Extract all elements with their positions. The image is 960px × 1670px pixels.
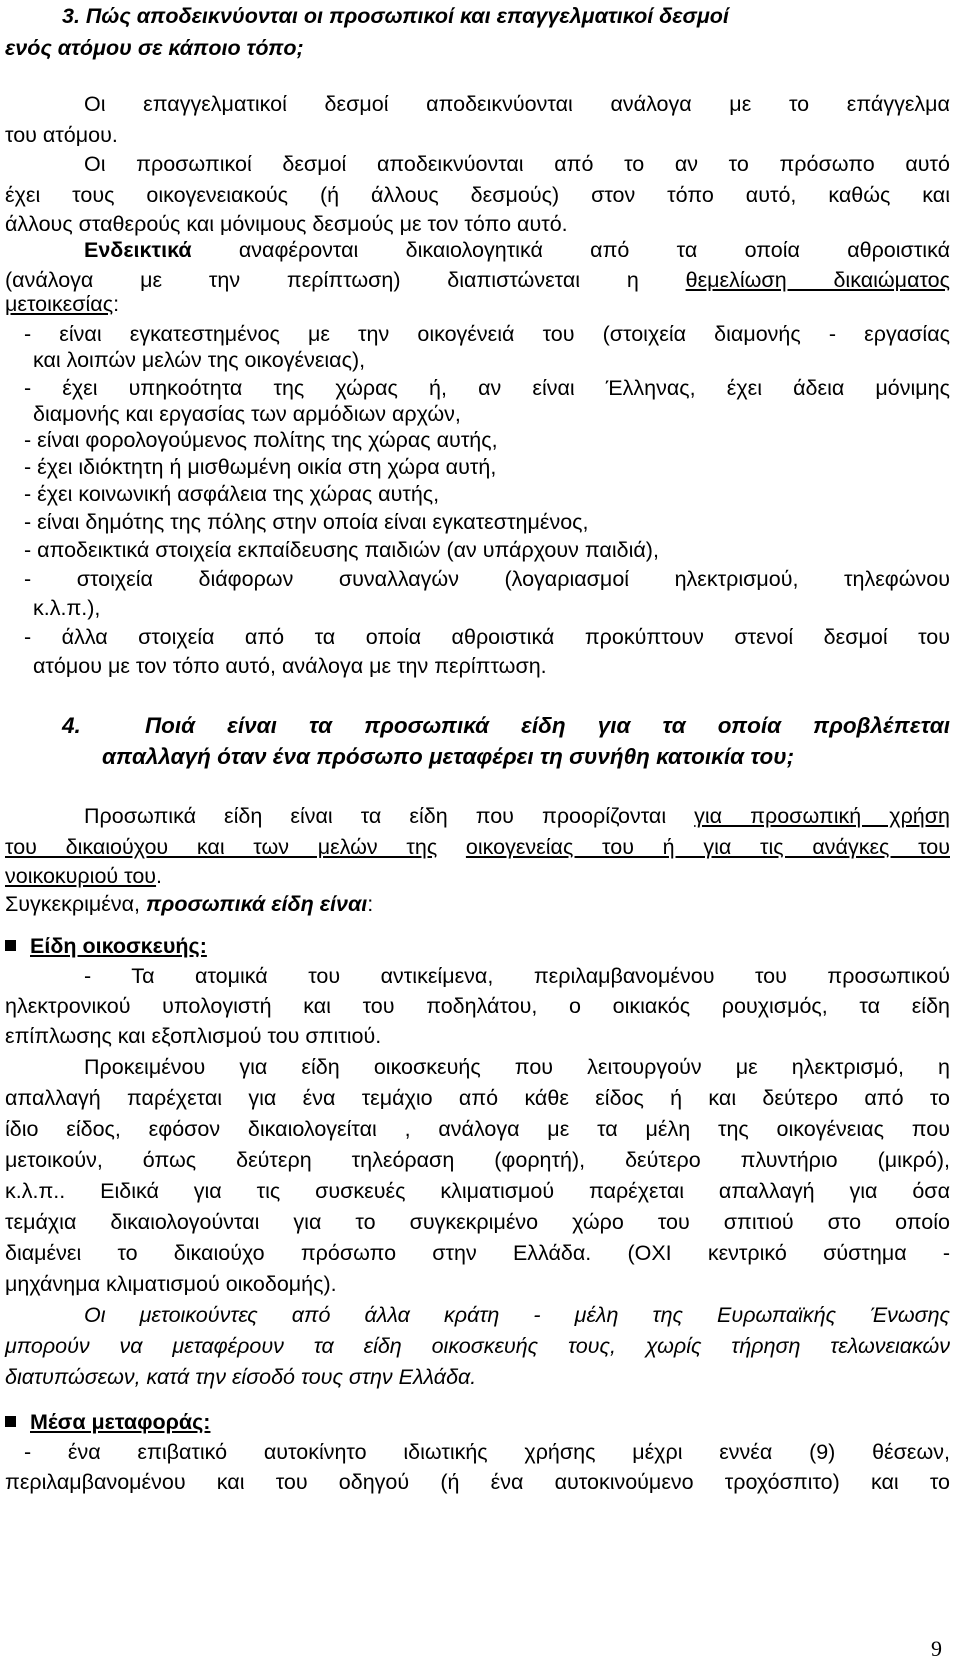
list-item: - είναι εγκατεστημένος με την οικογένειά του (στοιχεία διαμονής - εργασίας (24, 322, 950, 346)
s1-p3-line: διατυπώσεων, κατά την είσοδό τους στην Ελλάδα. (5, 1365, 477, 1389)
q3-number: 3. (62, 4, 80, 28)
list-item: - είναι φορολογούμενος πολίτης της χώρας αυτής, (24, 428, 498, 452)
q3-heading-line-2: ενός ατόμου σε κάποιο τόπο; (5, 36, 304, 60)
q4-number: 4. (62, 713, 81, 738)
q4-p1-space (437, 835, 466, 859)
q4-p1-underlined-4: νοικοκυριού του (5, 864, 157, 888)
q3-p3-underlined-2: μετοικεσίας (5, 292, 114, 316)
q3-heading-line-1 (62, 0, 950, 32)
s2-heading (5, 1406, 950, 1438)
s1-p1-line-1: - Τα ατομικά του αντικείμενα, περιλαμβανομένου του προσωπικού (84, 964, 950, 988)
q4-p2-bold-italic: προσωπικά είδη είναι (146, 892, 368, 916)
q4-p1-line-1 (84, 800, 950, 832)
q3-p3-colon: : (113, 292, 120, 316)
s1-p2-line: διαμένει το δικαιούχο πρόσωπο στην Ελλάδα. (ΟΧΙ κεντρικό σύστημα - (5, 1241, 950, 1265)
list-item-cont: διαμονής και εργασίας των αρμόδιων αρχών, (33, 402, 461, 426)
s1-p2-line: Προκειμένου για είδη οικοσκευής που λειτουργούν με ηλεκτρισμό, η (84, 1055, 950, 1079)
list-item-cont: ατόμου με τον τόπο αυτό, ανάλογα με την περίπτωση. (33, 654, 547, 678)
q3-p3-text: (ανάλογα με την περίπτωση) διαπιστώνεται η (5, 268, 686, 292)
s2-heading-text: Μέσα μεταφοράς: (30, 1410, 211, 1434)
q4-heading-line-1 (62, 710, 950, 742)
s1-p2-line: μηχάνημα κλιματισμού οικοδομής). (5, 1272, 337, 1296)
s1-p3-line: Οι μετοικούντες από άλλα κράτη - μέλη της Ευρωπαϊκής Ένωσης (84, 1303, 950, 1327)
q4-p1-underlined-3: οικογενείας του ή για τις ανάγκες του (465, 835, 950, 859)
q3-p2-line-3: άλλους σταθερούς και μόνιμους δεσμούς με τον τόπο αυτό. (5, 212, 568, 236)
q3-p1-line-1: Οι επαγγελματικοί δεσμοί αποδεικνύονται ανάλογα με το επάγγελμα (84, 92, 950, 116)
s1-p2-line: τεμάχια δικαιολογούνται για το συγκεκριμένο χώρο του σπιτιού στο οποίο (5, 1210, 950, 1234)
list-item: - έχει κοινωνική ασφάλεια της χώρας αυτής, (24, 482, 440, 506)
q3-p1-line-2: του ατόμου. (5, 123, 118, 147)
q4-p2-text: Συγκεκριμένα, (5, 892, 146, 916)
q4-p2-colon: : (367, 892, 374, 916)
list-item: - έχει ιδιόκτητη ή μισθωμένη οικία στη χώρα αυτή, (24, 455, 497, 479)
page-number: 9 (931, 1636, 942, 1661)
q3-p3-line-1 (84, 234, 950, 266)
s1-p3-line: μπορούν να μεταφέρουν τα είδη οικοσκευής τους, χωρίς τήρηση τελωνειακών (5, 1334, 950, 1358)
list-item: - αποδεικτικά στοιχεία εκπαίδευσης παιδιών (αν υπάρχουν παιδιά), (24, 538, 659, 562)
s1-p2-line: μετοικούν, όπως δεύτερη τηλεόραση (φορητή), δεύτερο πλυντήριο (μικρό), (5, 1148, 950, 1172)
q4-p2 (5, 888, 950, 920)
q3-p2-line-2: έχει τους οικογενειακούς (ή άλλους δεσμούς) στον τόπο αυτό, καθώς και (5, 183, 950, 207)
s1-p2-line: κ.λ.π.. Ειδικά για τις συσκευές κλιματισμού παρέχεται απαλλαγή για όσα (5, 1179, 950, 1203)
list-item: - στοιχεία διάφορων συναλλαγών (λογαριασμοί ηλεκτρισμού, τηλεφώνου (24, 567, 950, 591)
s1-p1-line-2: ηλεκτρονικού υπολογιστή και του ποδηλάτου, ο οικιακός ρουχισμός, τα είδη (5, 994, 950, 1018)
square-bullet-icon (5, 1416, 16, 1427)
q4-p1-underlined: για προσωπική χρήση (694, 804, 950, 828)
list-item-cont: και λοιπών μελών της οικογένειας), (33, 348, 366, 372)
q4-p1-underlined-2: του δικαιούχου και των μελών της (5, 835, 438, 859)
s2-line-1: - ένα επιβατικό αυτοκίνητο ιδιωτικής χρήσης μέχρι εννέα (9) θέσεων, (24, 1440, 950, 1464)
list-item: - είναι δημότης της πόλης στην οποία είναι εγκατεστημένος, (24, 510, 589, 534)
q4-p1-period: . (156, 864, 163, 888)
s2-line-2: περιλαμβανομένου και του οδηγού (ή ένα αυτοκινούμενο τροχόσπιτο) και το (5, 1470, 950, 1494)
q3-p3-underlined: θεμελίωση δικαιώματος (685, 268, 951, 292)
q3-p3-rest: αναφέρονται δικαιολογητικά από τα οποία αθροιστικά (191, 238, 950, 262)
list-item: - άλλα στοιχεία από τα οποία αθροιστικά προκύπτουν στενοί δεσμοί του (24, 625, 950, 649)
q3-p3-bold: Ενδεικτικά (84, 238, 192, 262)
q3-p3-line-3 (5, 288, 950, 320)
s1-p2-line: απαλλαγή παρέχεται για ένα τεμάχιο από κάθε είδος ή και δεύτερο από το (5, 1086, 950, 1110)
list-item-cont: κ.λ.π.), (33, 596, 101, 620)
list-item: - έχει υπηκοότητα της χώρας ή, αν είναι Έλληνας, έχει άδεια μόνιμης (24, 376, 950, 400)
s1-heading-text: Είδη οικοσκευής: (30, 934, 207, 958)
s1-p2-line: ίδιο είδος, εφόσον δικαιολογείται , ανάλογα με τα μέλη της οικογένειας που (5, 1117, 950, 1141)
q4-p1-text: Προσωπικά είδη είναι τα είδη που προορίζονται (84, 804, 695, 828)
q4-heading-line-2: απαλλαγή όταν ένα πρόσωπο μεταφέρει τη συνήθη κατοικία του; (102, 744, 795, 769)
q3-p2-line-1: Οι προσωπικοί δεσμοί αποδεικνύονται από το αν το πρόσωπο αυτό (84, 152, 950, 176)
q4-title-1: Ποιά είναι τα προσωπικά είδη για τα οποία προβλέπεται (144, 713, 950, 738)
q3-title-1: Πώς αποδεικνύονται οι προσωπικοί και επαγγελματικοί δεσμοί (85, 4, 729, 28)
square-bullet-icon (5, 940, 16, 951)
q4-p1-line-2 (5, 831, 950, 863)
s1-heading (5, 930, 950, 962)
s1-p1-line-3: επίπλωσης και εξοπλισμού του σπιτιού. (5, 1024, 382, 1048)
